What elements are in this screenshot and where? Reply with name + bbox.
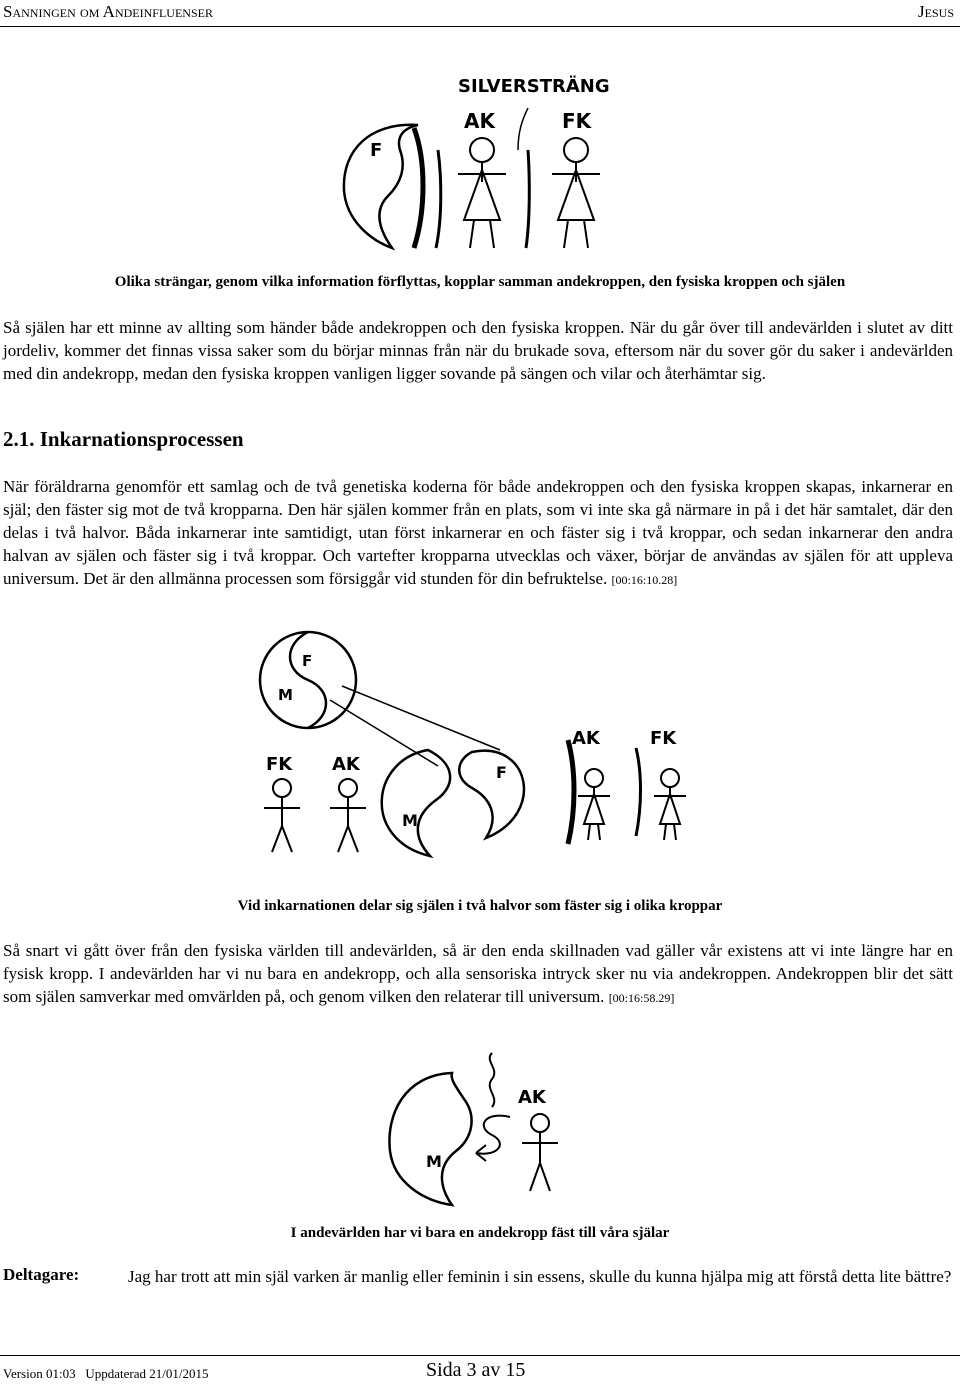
label-fk: FK: [562, 109, 592, 133]
label-ak: AK: [464, 109, 495, 133]
label-f: F: [370, 140, 383, 161]
figure-soul-strings: [330, 70, 630, 260]
page-header: [0, 0, 960, 27]
label-f-top: F: [302, 652, 313, 670]
figure2-caption: Vid inkarnationen delar sig själen i två halvor som fäster sig i olika kroppar: [237, 898, 723, 914]
paragraph-3-timestamp: [00:16:58.29]: [608, 991, 675, 1005]
paragraph-1: Så själen har ett minne av allting som händer både andekroppen och den fysiska kroppen. När du går över till andevärlden i slutet av ditt jordeliv, kommer det finnas vissa saker som du börjar minnas från när du brukade sova, eftersom när du sover gör du saker i andevärlden med din andekropp, medan den fysiska kroppen vanligen ligger sovande på sängen och vilar och återhämtar sig.: [3, 318, 953, 383]
paragraph-2: [3, 475, 953, 592]
figure-incarnation: [250, 630, 710, 880]
label-ak-left: AK: [332, 754, 360, 775]
label-f-bottom: F: [496, 763, 507, 782]
figure-incarnation-drawing: [250, 630, 710, 880]
figure-spirit-body-drawing: [380, 1045, 580, 1210]
label-fk-right: FK: [650, 728, 677, 749]
paragraph-2-timestamp: [00:16:10.28]: [611, 573, 678, 587]
label-m-top: M: [278, 686, 293, 704]
header-title: Sanningen om Andeinfluenser: [3, 2, 213, 21]
figure3-caption: I andevärlden har vi bara en andekropp fäst till våra själar: [290, 1225, 670, 1241]
figure1-caption: Olika strängar, genom vilka information förflyttas, kopplar samman andekroppen, den fysiska kroppen och själen: [114, 274, 846, 290]
footer-version: Version 01:03 Uppdaterad 21/01/2015: [3, 1366, 209, 1381]
label-ak-3: AK: [518, 1087, 546, 1108]
paragraph-3: [3, 939, 953, 1010]
page-footer: [0, 1355, 960, 1385]
header-author: Jesus: [918, 2, 954, 21]
figure-spirit-body: [380, 1045, 580, 1210]
label-m-3: M: [426, 1152, 442, 1171]
label-fk-left: FK: [266, 754, 293, 775]
participant-question: Jag har trott att min själ varken är manlig eller feminin i sin essens, skulle du kunna hjälpa mig att förstå detta lite bättre?: [128, 1267, 952, 1286]
label-silverstrang: SILVERSTRÄNG: [458, 76, 610, 97]
figure-soul-strings-drawing: [330, 70, 630, 260]
paragraph-2-text: När föräldrarna genomför ett samlag och de två genetiska koderna för både andekroppen och den fysiska kroppen skapas, inkarnerar en själ; den fäster sig mot de två kropparna. Den här själen kommer från en plats, som vi inte ska gå närmare in på i det här samtalet, där den delas i två halvor. Båda inkarnerar inte samtidigt, utan först inkarnerar en och fäster sig i två kroppar, och sedan inkarnerar den andra halvan av själen och fäster sig i två kroppar. Och vartefter kropparna utvecklas och växer, börjar de användas av själen för att uppleva universum. Det är den allmänna processen som försiggår vid stunden för din befruktelse.: [3, 477, 953, 588]
label-ak-right: AK: [572, 728, 600, 749]
footer-page-number: Sida 3 av 15: [426, 1359, 526, 1381]
paragraph-3-text: Så snart vi gått över från den fysiska världen till andevärlden, så är den enda skillnaden vad gäller vår existens att vi inte längre har en fysisk kropp. I andevärlden har vi nu bara en andekropp, och alla sensoriska intryck sker nu via andekroppen. Andekroppen blir det sätt som själen samverkar med omvärlden på, och genom vilken den relaterar till universum.: [3, 941, 953, 1006]
section-heading: 2.1. Inkarnationsprocessen: [3, 427, 244, 451]
participant-label: Deltagare:: [3, 1265, 80, 1284]
label-m-bottom: M: [402, 811, 418, 830]
